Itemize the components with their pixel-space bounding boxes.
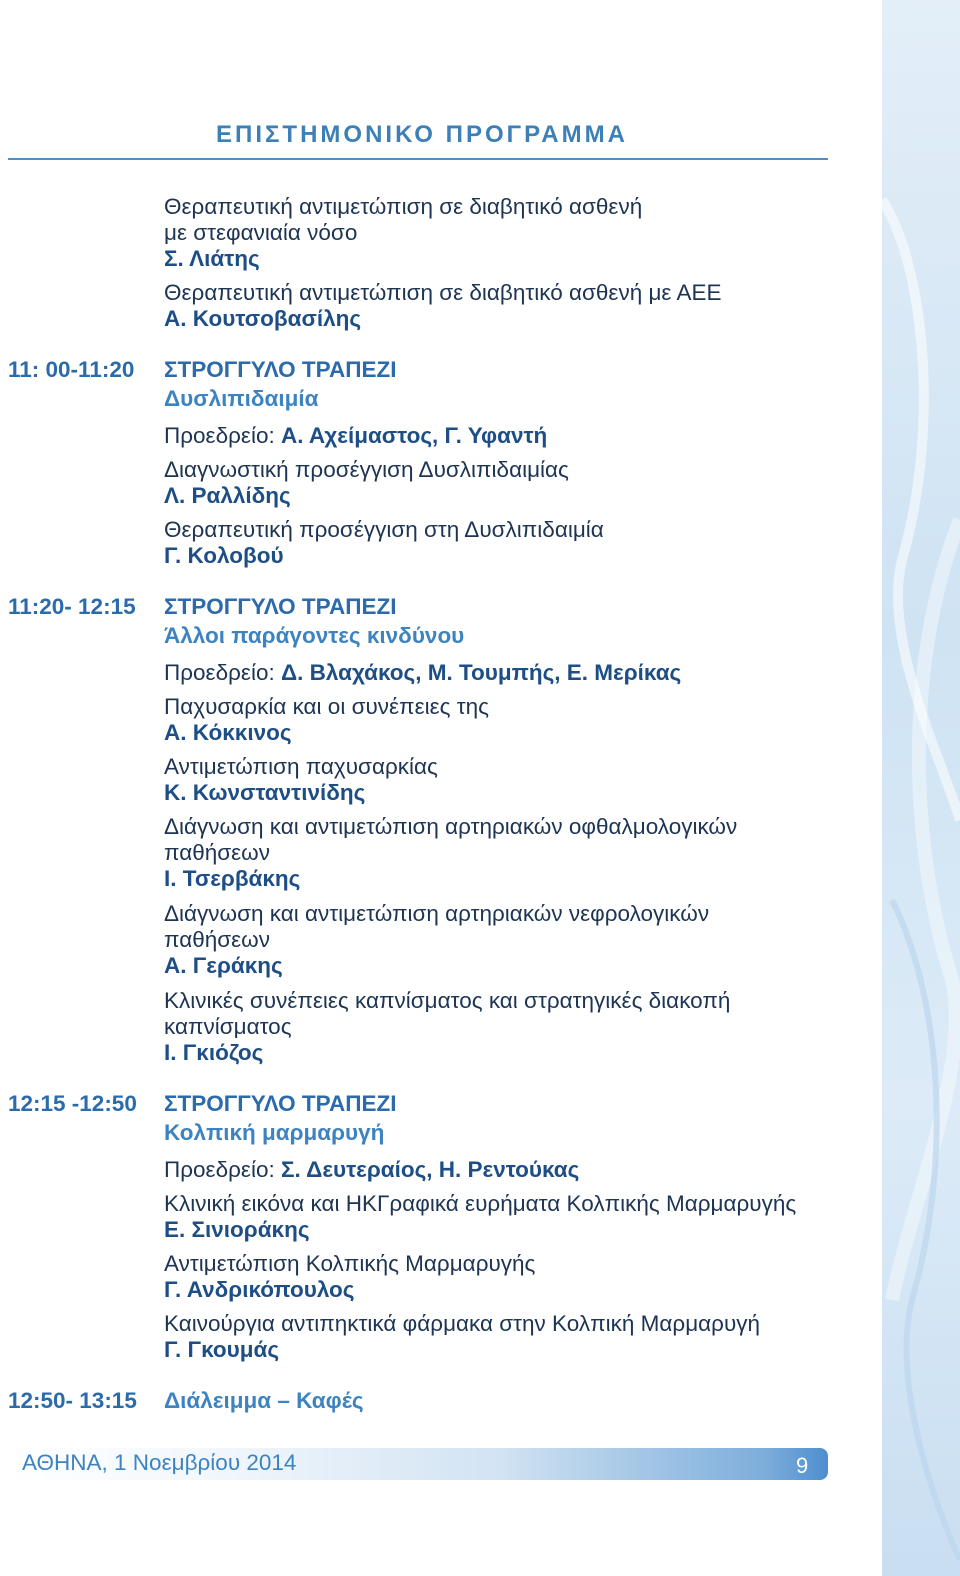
talk-title: Κλινική εικόνα και ΗΚΓραφικά ευρήματα Κολπικής Μαρμαρυγής	[164, 1191, 797, 1216]
decorative-side-strip	[882, 0, 960, 1576]
session-title: Δυσλιπιδαιμία	[164, 386, 319, 411]
footer-date: ΑΘΗΝΑ, 1 Νοεμβρίου 2014	[22, 1450, 297, 1475]
talk-title: Θεραπευτική αντιμετώπιση σε διαβητικό ασθενή με ΑΕΕ	[164, 280, 722, 305]
page-title: ΕΠΙΣΤΗΜΟΝΙΚΟ ΠΡΟΓΡΑΜΜΑ	[216, 121, 628, 148]
session-time: 12:15 -12:50	[8, 1091, 137, 1116]
chairs-line	[164, 660, 681, 686]
session-title: Κολπική μαρμαρυγή	[164, 1120, 385, 1145]
talk-title: με στεφανιαία νόσο	[164, 220, 358, 245]
talk-title: Διάγνωση και αντιμετώπιση αρτηριακών νεφρολογικών	[164, 901, 710, 926]
talk-title: Αντιμετώπιση Κολπικής Μαρμαρυγής	[164, 1251, 536, 1276]
speaker-name: Γ. Γκουμάς	[164, 1337, 280, 1362]
page-number: 9	[796, 1453, 809, 1478]
talk-title: Καινούργια αντιπηκτικά φάρμακα στην Κολπική Μαρμαρυγή	[164, 1311, 761, 1336]
chairs-names: Α. Αχείμαστος, Γ. Υφαντή	[280, 423, 548, 448]
break-title: Διάλειμμα – Καφές	[164, 1388, 364, 1413]
speaker-name: Γ. Κολοβού	[164, 543, 284, 568]
speaker-name: Λ. Ραλλίδης	[164, 483, 291, 508]
chairs-label: Προεδρείο:	[164, 660, 275, 685]
chairs-label: Προεδρείο:	[164, 1157, 275, 1182]
speaker-name: Σ. Λιάτης	[164, 246, 260, 271]
talk-title: Θεραπευτική αντιμετώπιση σε διαβητικό ασθενή	[164, 194, 643, 219]
speaker-name: Α. Κόκκινος	[164, 720, 292, 745]
chairs-label: Προεδρείο:	[164, 423, 275, 448]
speaker-name: Κ. Κωνσταντινίδης	[164, 780, 366, 805]
session-time: 11:20- 12:15	[8, 594, 136, 619]
speaker-name: Α. Κουτσοβασίλης	[164, 306, 362, 331]
session-title: Άλλοι παράγοντες κινδύνου	[164, 623, 465, 648]
talk-title: Κλινικές συνέπειες καπνίσματος και στρατηγικές διακοπή	[164, 988, 731, 1013]
session-type: ΣΤΡΟΓΓΥΛΟ ΤΡΑΠΕΖΙ	[164, 1091, 397, 1116]
speaker-name: Γ. Ανδρικόπουλος	[164, 1277, 355, 1302]
session-type: ΣΤΡΟΓΓΥΛΟ ΤΡΑΠΕΖΙ	[164, 594, 397, 619]
talk-title: καπνίσματος	[164, 1014, 292, 1039]
talk-title: παθήσεων	[164, 840, 270, 865]
session-type: ΣΤΡΟΓΓΥΛΟ ΤΡΑΠΕΖΙ	[164, 357, 397, 382]
chairs-names: Σ. Δευτεραίος, Η. Ρεντούκας	[280, 1157, 580, 1182]
chairs-names: Δ. Βλαχάκος, Μ. Τουμπής, Ε. Μερίκας	[280, 660, 682, 685]
talk-title: παθήσεων	[164, 927, 270, 952]
talk-title: Διάγνωση και αντιμετώπιση αρτηριακών οφθαλμολογικών	[164, 814, 738, 839]
talk-title: Αντιμετώπιση παχυσαρκίας	[164, 754, 438, 779]
wave-pattern-graphic	[882, 0, 960, 1576]
speaker-name: Ε. Σινιοράκης	[164, 1217, 310, 1242]
chairs-line	[164, 1157, 579, 1183]
talk-title: Διαγνωστική προσέγγιση Δυσλιπιδαιμίας	[164, 457, 569, 482]
talk-title: Παχυσαρκία και οι συνέπειες της	[164, 694, 489, 719]
header-divider	[8, 158, 828, 160]
chairs-line	[164, 423, 547, 449]
break-time: 12:50- 13:15	[8, 1388, 137, 1413]
speaker-name: Α. Γεράκης	[164, 953, 283, 978]
speaker-name: Ι. Τσερβάκης	[164, 866, 301, 891]
session-time: 11: 00-11:20	[8, 357, 135, 382]
talk-title: Θεραπευτική προσέγγιση στη Δυσλιπιδαιμία	[164, 517, 604, 542]
speaker-name: Ι. Γκιόζος	[164, 1040, 264, 1065]
